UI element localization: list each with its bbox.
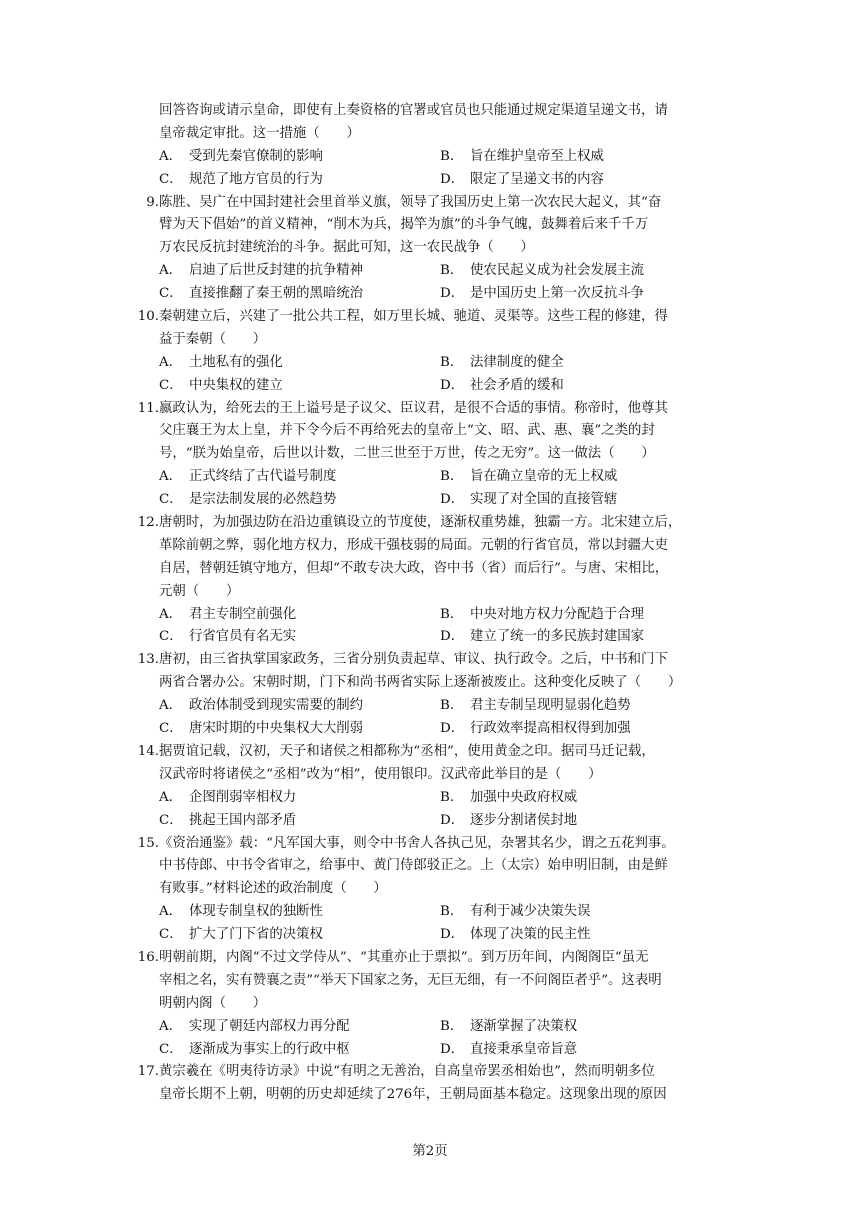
option-label: D． (440, 492, 465, 508)
option-row (131, 695, 736, 718)
option-text: 是中国历史上第一次反抗斗争 (470, 286, 645, 302)
question-number: 13. (137, 652, 159, 668)
option-label: C． (159, 1041, 183, 1057)
option-label: B． (440, 148, 464, 164)
option-row (131, 604, 736, 627)
question-stem-line: 益于秦朝（ ） (159, 331, 267, 347)
option-choice (159, 718, 440, 741)
page-number: 第2页 (412, 1144, 448, 1159)
option-choice (159, 169, 440, 192)
question-first-line (131, 306, 736, 329)
option-text: 体现了决策的民主性 (470, 927, 591, 943)
option-choice (159, 375, 440, 398)
option-choice (159, 787, 440, 810)
option-choice (440, 695, 721, 718)
question-stem-line: 有败事。”材料论述的政治制度（ ） (159, 881, 387, 897)
option-row (131, 1039, 736, 1062)
option-text: 限定了呈递文书的内容 (470, 171, 604, 187)
question-stem-line: 回答咨询或请示皇命，即使有上奏资格的官署或官员也只能通过规定渠道呈递文书，请 (159, 103, 668, 118)
question-number: 15. (137, 835, 159, 851)
option-choice (159, 810, 440, 833)
option-choice (159, 489, 440, 512)
option-text: 有利于减少决策失误 (470, 904, 591, 920)
option-row (131, 283, 736, 306)
question-number: 12. (137, 515, 159, 531)
option-text: 社会矛盾的缓和 (470, 377, 564, 393)
option-row (131, 924, 736, 947)
option-label: A． (159, 698, 183, 714)
option-text: 君主专制空前强化 (189, 606, 297, 622)
option-row (131, 375, 736, 398)
option-choice (440, 604, 721, 627)
option-label: B． (440, 1018, 464, 1034)
question-number: 10. (137, 309, 159, 325)
option-choice (440, 283, 721, 306)
option-row (131, 489, 736, 512)
option-choice (159, 695, 440, 718)
question-stem-line: 唐朝时，为加强边防在沿边重镇设立的节度使，逐渐权重势雄，独霸一方。北宋建立后， (159, 515, 682, 531)
option-label: C． (159, 629, 183, 645)
option-label: B． (440, 263, 464, 279)
option-label: A． (159, 263, 183, 279)
option-text: 中央对地方权力分配趋于合理 (470, 606, 645, 622)
option-text: 正式终结了古代谥号制度 (189, 469, 337, 485)
option-row (131, 626, 736, 649)
option-label: C． (159, 171, 183, 187)
question-block (131, 649, 736, 741)
option-choice (440, 375, 721, 398)
option-label: C． (159, 492, 183, 508)
question-block (131, 741, 736, 833)
option-text: 企图削弱宰相权力 (189, 789, 297, 805)
option-choice (159, 604, 440, 627)
option-label: A． (159, 354, 183, 370)
option-row (131, 718, 736, 741)
question-stem-line: 汉武帝时将诸侯之“丞相”改为“相”，使用银印。汉武帝此举目的是（ ） (159, 766, 602, 782)
option-row (131, 146, 736, 169)
option-label: D． (440, 812, 465, 828)
question-stem-line: 陈胜、吴广在中国封建社会里首举义旗，领导了我国历史上第一次农民大起义，其“奋 (159, 194, 662, 210)
option-text: 实现了朝廷内部权力再分配 (189, 1018, 350, 1034)
option-text: 逐渐成为事实上的行政中枢 (189, 1041, 350, 1057)
option-choice (440, 146, 721, 169)
question-stem-line: 秦朝建立后，兴建了一批公共工程，如万里长城、驰道、灵渠等。这些工程的修建，得 (159, 309, 668, 325)
option-text: 行省官员有名无实 (189, 629, 297, 645)
option-text: 旨在确立皇帝的无上权威 (470, 469, 618, 485)
option-text: 君主专制呈现明显弱化趋势 (470, 698, 631, 714)
question-stem-line: 唐初，由三省执掌国家政务，三省分别负责起草、审议、执行政令。之后，中书和门下 (159, 652, 668, 668)
question-stem-line: 明朝内阁（ ） (159, 995, 267, 1011)
option-label: A． (159, 606, 183, 622)
option-label: A． (159, 148, 183, 164)
question-stem-line: 万农民反抗封建统治的斗争。据此可知，这一农民战争（ ） (159, 240, 534, 256)
option-choice (159, 626, 440, 649)
option-text: 逐渐掌握了决策权 (470, 1018, 578, 1034)
option-label: D． (440, 629, 465, 645)
question-stem-line: 《资治通鉴》载：“凡军国大事，则令中书舍人各执己见，杂署其名少，谓之五花判事。 (159, 835, 675, 851)
question-number: 14. (137, 743, 159, 759)
option-text: 建立了统一的多民族封建国家 (470, 629, 645, 645)
option-text: 是宗法制发展的必然趋势 (189, 492, 337, 508)
option-row (131, 260, 736, 283)
option-label: C． (159, 927, 183, 943)
question-stem-line: 臂为天下倡始”的首义精神，“削木为兵，揭竿为旗”的斗争气魄，鼓舞着后来千千万 (159, 217, 649, 233)
option-row (131, 810, 736, 833)
question-first-line (131, 741, 736, 764)
option-text: 扩大了门下省的决策权 (189, 927, 323, 943)
question-stem-line: 皇帝长期不上朝，明朝的历史却延续了276年，王朝局面基本稳定。这现象出现的原因 (159, 1087, 667, 1103)
option-row (131, 901, 736, 924)
option-row (131, 169, 736, 192)
option-text: 直接秉承皇帝旨意 (470, 1041, 578, 1057)
option-label: D． (440, 377, 465, 393)
option-choice (440, 901, 721, 924)
option-choice (440, 1039, 721, 1062)
option-text: 使农民起义成为社会发展主流 (470, 263, 645, 279)
option-row (131, 466, 736, 489)
option-label: B． (440, 789, 464, 805)
question-block (131, 1061, 736, 1107)
option-label: D． (440, 721, 465, 737)
option-label: B． (440, 469, 464, 485)
question-block (131, 833, 736, 947)
exam-page-body (131, 100, 736, 1107)
option-choice (159, 1039, 440, 1062)
question-first-line (131, 833, 736, 856)
question-first-line (131, 1061, 736, 1084)
option-row (131, 787, 736, 810)
question-stem-line: 两省合署办公。宋朝时期，门下和尚书两省实际上逐渐被废止。这种变化反映了（ ） (159, 675, 682, 691)
option-choice (159, 924, 440, 947)
option-label: A． (159, 469, 183, 485)
option-text: 行政效率提高相权得到加强 (470, 721, 631, 737)
option-text: 土地私有的强化 (189, 354, 283, 370)
option-label: D． (440, 1041, 465, 1057)
option-choice (440, 718, 721, 741)
question-stem-line: 明朝前期，内阁“不过文学侍从”、“其重亦止于票拟”。到万历年间，内阁阁臣“虽无 (159, 949, 649, 965)
option-choice (440, 1016, 721, 1039)
option-label: B． (440, 354, 464, 370)
question-stem-line: 父庄襄王为太上皇，并下令今后不再给死去的皇帝上“文、昭、武、惠、襄”之类的封 (159, 423, 655, 439)
option-label: B． (440, 698, 464, 714)
option-label: C． (159, 721, 183, 737)
question-8-continued (131, 100, 736, 192)
option-label: D． (440, 171, 465, 187)
option-choice (440, 489, 721, 512)
option-choice (440, 169, 721, 192)
option-choice (159, 352, 440, 375)
option-text: 唐宋时期的中央集权大大削弱 (189, 721, 364, 737)
option-row (131, 352, 736, 375)
question-stem-line: 据贾谊记载，汉初，天子和诸侯之相都称为“丞相”，使用黄金之印。据司马迁记载， (159, 743, 655, 759)
option-choice (159, 466, 440, 489)
question-stem-line: 皇帝裁定审批。这一措施（ ） (159, 125, 360, 141)
option-text: 启迪了后世反封建的抗争精神 (189, 263, 364, 279)
question-first-line (131, 649, 736, 672)
question-first-line (131, 947, 736, 970)
question-first-line (131, 512, 736, 535)
option-text: 法律制度的健全 (470, 354, 564, 370)
question-first-line (131, 192, 736, 215)
option-text: 规范了地方官员的行为 (189, 171, 323, 187)
option-text: 直接推翻了秦王朝的黑暗统治 (189, 286, 364, 302)
option-label: B． (440, 606, 464, 622)
question-block (131, 398, 736, 512)
option-text: 体现专制皇权的独断性 (189, 904, 323, 920)
question-stem-line: 嬴政认为，给死去的王上谥号是子议父、臣议君，是很不合适的事情。称帝时，他尊其 (159, 400, 668, 416)
question-number: 16. (137, 949, 159, 965)
option-choice (440, 787, 721, 810)
question-number: 11. (137, 400, 159, 416)
question-block (131, 306, 736, 398)
option-text: 挑起王国内部矛盾 (189, 812, 297, 828)
question-stem-line: 黄宗羲在《明夷待访录》中说“有明之无善治，自高皇帝罢丞相始也”，然而明朝多位 (159, 1064, 655, 1080)
option-label: C． (159, 286, 183, 302)
option-choice (159, 1016, 440, 1039)
question-stem-line: 宰相之名，实有赞襄之责”“举天下国家之务，无巨无细，有一不问阁臣者乎”。这表明 (159, 972, 662, 988)
option-label: D． (440, 927, 465, 943)
option-choice (440, 810, 721, 833)
question-number: 9. (146, 194, 159, 210)
option-label: A． (159, 904, 183, 920)
option-choice (440, 924, 721, 947)
option-text: 政治体制受到现实需要的制约 (189, 698, 364, 714)
option-label: D． (440, 286, 465, 302)
option-text: 旨在维护皇帝至上权威 (470, 148, 604, 164)
option-choice (440, 352, 721, 375)
option-choice (159, 260, 440, 283)
option-choice (440, 626, 721, 649)
question-first-line (131, 398, 736, 421)
option-text: 加强中央政府权威 (470, 789, 578, 805)
option-text: 逐步分割诸侯封地 (470, 812, 578, 828)
option-choice (159, 146, 440, 169)
option-text: 中央集权的建立 (189, 377, 283, 393)
question-block (131, 947, 736, 1061)
option-label: C． (159, 377, 183, 393)
option-choice (159, 901, 440, 924)
option-choice (440, 260, 721, 283)
question-block (131, 512, 736, 649)
question-stem-line: 中书侍郎、中书令省审之，给事中、黄门侍郎驳正之。上（太宗）始申明旧制，由是鲜 (159, 858, 668, 874)
option-label: A． (159, 1018, 183, 1034)
option-label: C． (159, 812, 183, 828)
option-row (131, 1016, 736, 1039)
option-choice (440, 466, 721, 489)
question-number: 17. (137, 1064, 159, 1080)
question-stem-line: 革除前朝之弊，弱化地方权力，形成干强枝弱的局面。元朝的行省官员，常以封疆大吏 (159, 537, 668, 553)
option-label: A． (159, 789, 183, 805)
question-stem-line: 号，“朕为始皇帝，后世以计数，二世三世至于万世，传之无穷”。这一做法（ ） (159, 446, 655, 462)
option-text: 受到先秦官僚制的影响 (189, 148, 323, 164)
question-block (131, 192, 736, 306)
question-stem-line: 元朝（ ） (159, 583, 240, 599)
option-text: 实现了对全国的直接管辖 (470, 492, 618, 508)
question-stem-line: 自居，替朝廷镇守地方，但却“不敢专决大政，咨中书（省）而后行”。与唐、宋相比， (159, 560, 669, 576)
option-label: B． (440, 904, 464, 920)
option-choice (159, 283, 440, 306)
